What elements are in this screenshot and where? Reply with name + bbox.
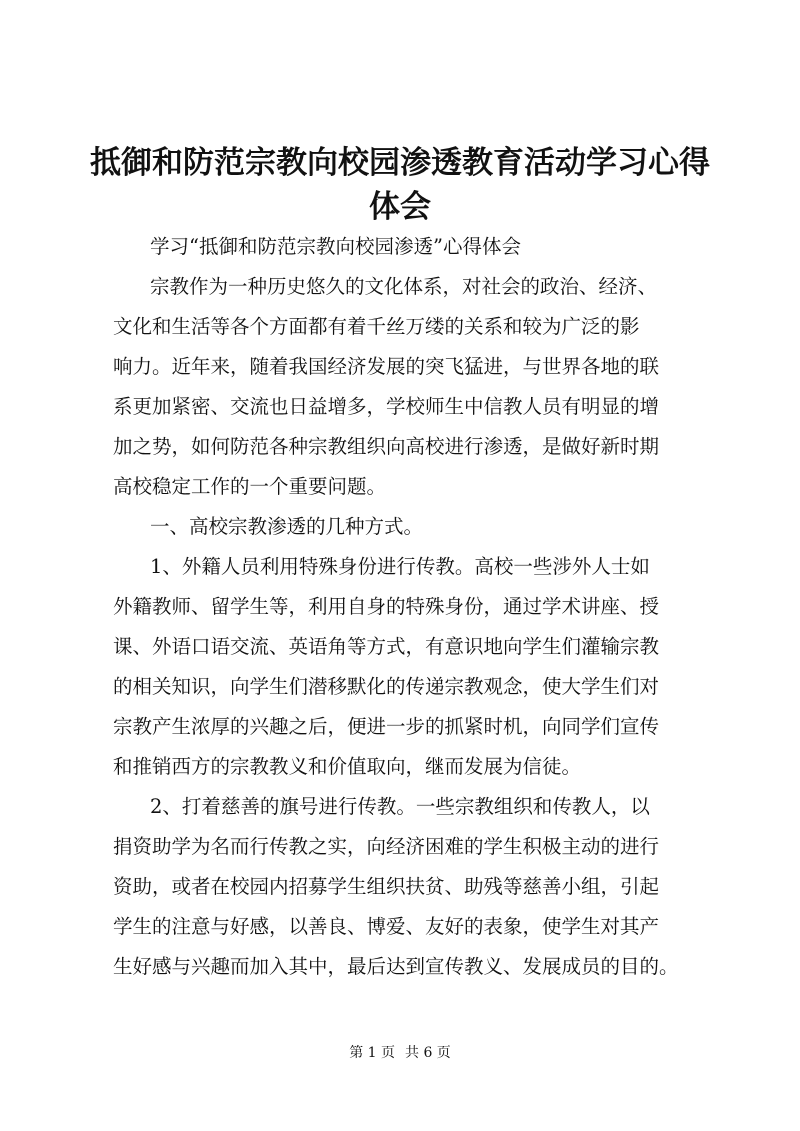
page-total: 共 6 页 <box>405 1045 451 1061</box>
document-title-line-2: 体会 <box>369 189 431 225</box>
paragraph-line: 加之势，如何防范各种宗教组织向高校进行渗透，是做好新时期 <box>113 435 660 458</box>
paragraph-line: 的相关知识，向学生们潜移默化的传递宗教观念，使大学生们对 <box>113 675 660 698</box>
paragraph-line: 课、外语口语交流、英语角等方式，有意识地向学生们灌输宗教 <box>113 635 660 658</box>
document-title-line-1: 抵御和防范宗教向校园渗透教育活动学习心得 <box>90 145 710 181</box>
page-footer <box>0 1043 800 1063</box>
section-heading: 一、高校宗教渗透的几种方式。 <box>150 515 424 538</box>
paragraph-line: 捐资助学为名而行传教之实，向经济困难的学生积极主动的进行 <box>113 835 660 858</box>
paragraph-line: 高校稳定工作的一个重要问题。 <box>113 475 387 498</box>
paragraph-line: 2、打着慈善的旗号进行传教。一些宗教组织和传教人，以 <box>150 795 650 818</box>
paragraph-line: 学生的注意与好感，以善良、博爱、友好的表象，使学生对其产 <box>113 915 660 938</box>
page-number: 第 1 页 <box>349 1045 395 1061</box>
document-subtitle: 学习“抵御和防范宗教向校园渗透”心得体会 <box>150 235 521 258</box>
paragraph-line: 生好感与兴趣而加入其中，最后达到宣传教义、发展成员的目的。 <box>113 955 679 978</box>
paragraph-line: 响力。近年来，随着我国经济发展的突飞猛进，与世界各地的联 <box>113 355 660 378</box>
paragraph-line: 文化和生活等各个方面都有着千丝万缕的关系和较为广泛的影 <box>113 315 640 338</box>
paragraph-line: 1、外籍人员利用特殊身份进行传教。高校一些涉外人士如 <box>150 555 650 578</box>
paragraph-line: 和推销西方的宗教教义和价值取向，继而发展为信徒。 <box>113 755 582 778</box>
paragraph-line: 外籍教师、留学生等，利用自身的特殊身份，通过学术讲座、授 <box>113 595 660 618</box>
paragraph-line: 资助，或者在校园内招募学生组织扶贫、助残等慈善小组，引起 <box>113 875 660 898</box>
paragraph-line: 系更加紧密、交流也日益增多，学校师生中信教人员有明显的增 <box>113 395 660 418</box>
paragraph-line: 宗教作为一种历史悠久的文化体系，对社会的政治、经济、 <box>150 275 658 298</box>
paragraph-line: 宗教产生浓厚的兴趣之后，便进一步的抓紧时机，向同学们宣传 <box>113 715 660 738</box>
